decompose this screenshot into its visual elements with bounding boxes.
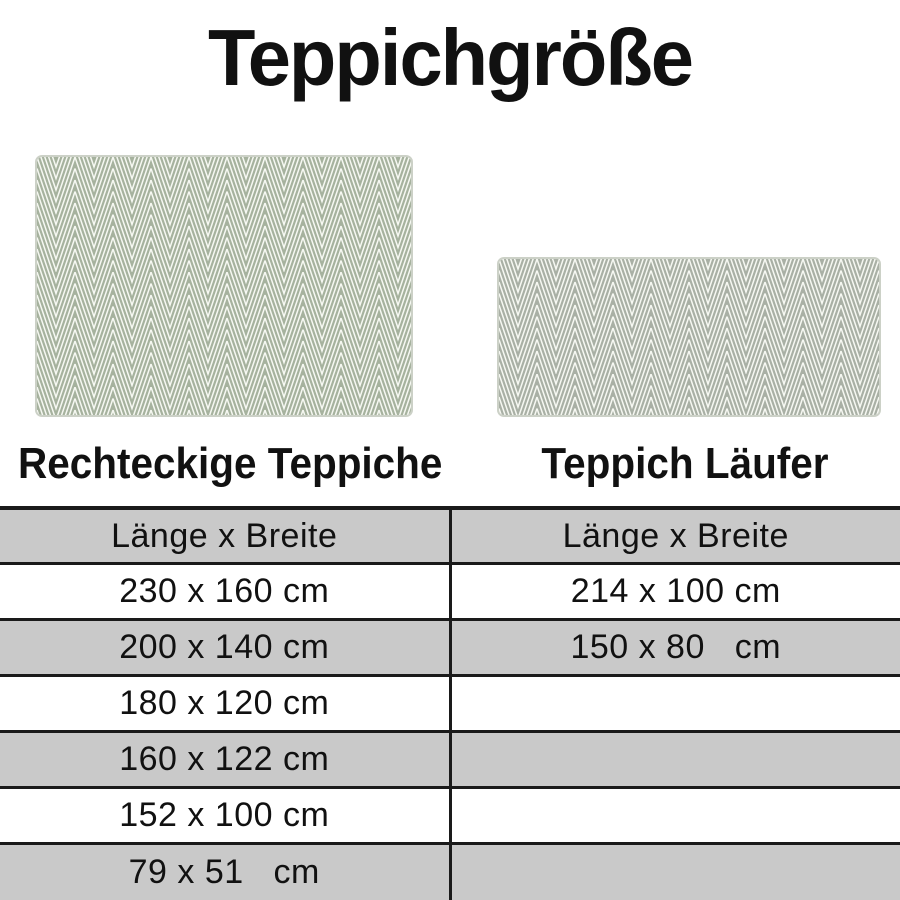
page-title: Teppichgröße [208, 13, 692, 102]
size-cell: 230 x 160 cm [0, 564, 450, 620]
column-header-rectangular: Länge x Breite [0, 508, 450, 564]
size-cell [450, 844, 900, 900]
size-cell: 160 x 122 cm [0, 732, 450, 788]
chevron-pattern-graphic [499, 259, 879, 415]
size-cell: 152 x 100 cm [0, 788, 450, 844]
column-header-runner: Länge x Breite [450, 508, 900, 564]
table-row [0, 620, 900, 676]
table-row [0, 676, 900, 732]
table-row [0, 844, 900, 900]
size-cell [450, 732, 900, 788]
size-cell [450, 788, 900, 844]
size-cell: 200 x 140 cm [0, 620, 450, 676]
size-cell: 180 x 120 cm [0, 676, 450, 732]
size-table-header-row [0, 508, 900, 564]
size-table [0, 506, 900, 900]
label-rectangular-rugs: Rechteckige Teppiche [18, 439, 443, 488]
table-row [0, 564, 900, 620]
table-row [0, 732, 900, 788]
chevron-pattern-graphic [37, 157, 411, 415]
size-cell: 150 x 80 cm [450, 620, 900, 676]
table-row [0, 788, 900, 844]
size-cell [450, 676, 900, 732]
rectangular-rug-image [35, 155, 413, 417]
size-cell: 79 x 51 cm [0, 844, 450, 900]
runner-rug-image [497, 257, 881, 417]
size-cell: 214 x 100 cm [450, 564, 900, 620]
label-runner-rug: Teppich Läufer [541, 439, 829, 488]
